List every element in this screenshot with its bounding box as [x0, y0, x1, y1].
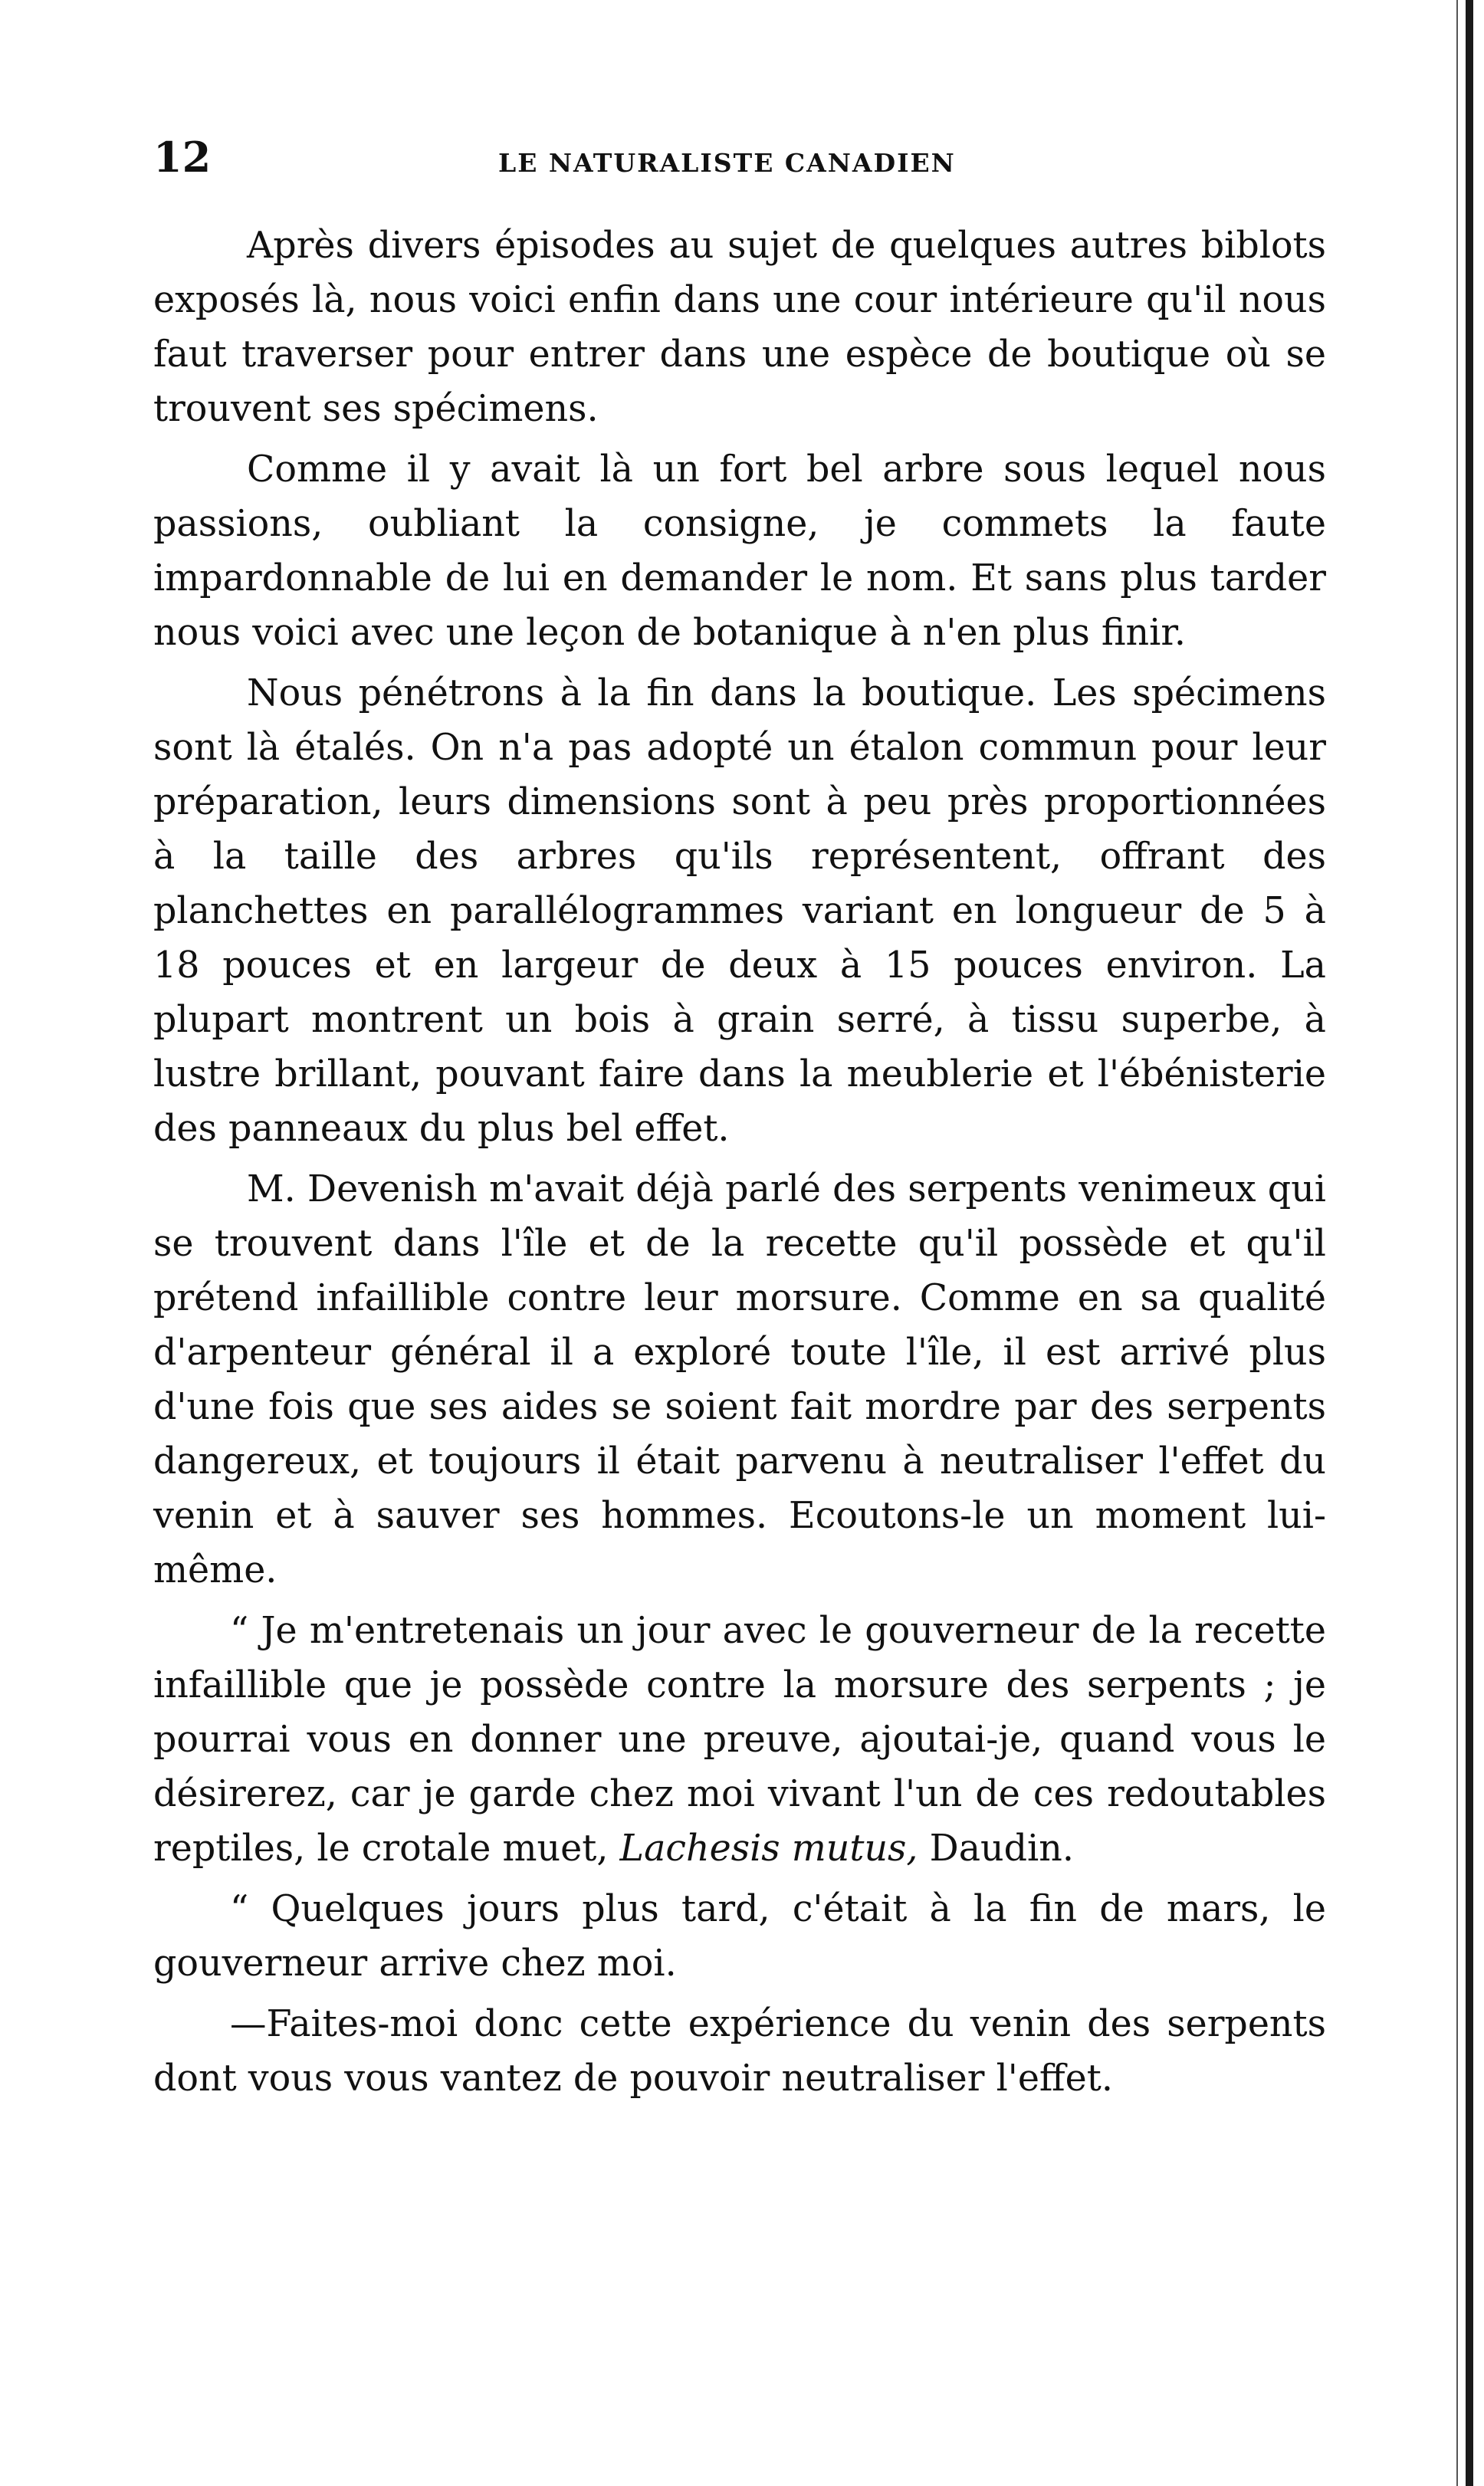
page-number: 12: [153, 133, 212, 182]
quote-paragraph-1: [153, 1604, 1326, 1876]
page-header: [153, 130, 1349, 192]
quote-paragraph-3: —Faites-moi donc cette expérience du venin des serpents dont vous vous vantez de pouvoir neutraliser l'effet.: [153, 2003, 1326, 2100]
quote-paragraph-2: “ Quelques jours plus tard, c'était à la fin de mars, le gouverneur arrive chez moi.: [153, 1888, 1326, 1985]
paragraph-1: Après divers épisodes au sujet de quelques autres biblots exposés là, nous voici enfin dans une cour intérieure qu'il nous faut traverser pour entrer dans une espèce de boutique où se trouvent ses spécimens.: [153, 225, 1326, 430]
paragraph-3: Nous pénétrons à la fin dans la boutique. Les spécimens sont là étalés. On n'a pas adopté un étalon commun pour leur préparation, leurs dimensions sont à peu près proportionnées à la taille des arbres qu'ils représentent, offrant des planchettes en parallélogrammes variant en longueur de 5 à 18 pouces et en largeur de deux à 15 pouces environ. La plupart montrent un bois à grain serré, à tissu superbe, à lustre brillant, pouvant faire dans la meublerie et l'ébénisterie des panneaux du plus bel effet.: [153, 672, 1326, 1150]
paragraph-2: Comme il y avait là un fort bel arbre sous lequel nous passions, oubliant la consigne, je commets la faute impardonnable de lui en demander le nom. Et sans plus tarder nous voici avec une leçon de botanique à n'en plus finir.: [153, 448, 1326, 654]
body-text: [153, 218, 1326, 2112]
paragraph-4: M. Devenish m'avait déjà parlé des serpents venimeux qui se trouvent dans l'île et de la recette qu'il possède et qu'il prétend infaillible contre leur morsure. Comme en sa qualité d'arpenteur général il a exploré toute l'île, il est arrivé plus d'une fois que ses aides se soient fait mordre par des serpents dangereux, et toujours il était parvenu à neutraliser l'effet du venin et à sauver ses hommes. Ecoutons-le un moment lui-même.: [153, 1168, 1326, 1591]
page-edge-border: [1466, 0, 1473, 2486]
page-edge-line: [1456, 0, 1458, 2486]
running-head: LE NATURALISTE CANADIEN: [498, 148, 956, 178]
quote-1-text: “ Je m'entretenais un jour avec le gouverneur de la recette infaillible que je possède contre la morsure des serpents ; je pourrai vous en donner une preuve, ajoutai-je, quand vous le désirerez, car je garde chez moi vivant l'un de ces redoutables reptiles, le crotale muet,: [153, 1610, 1326, 1870]
species-name: Lachesis mutus,: [619, 1828, 918, 1870]
quote-1-author: Daudin.: [918, 1828, 1074, 1870]
